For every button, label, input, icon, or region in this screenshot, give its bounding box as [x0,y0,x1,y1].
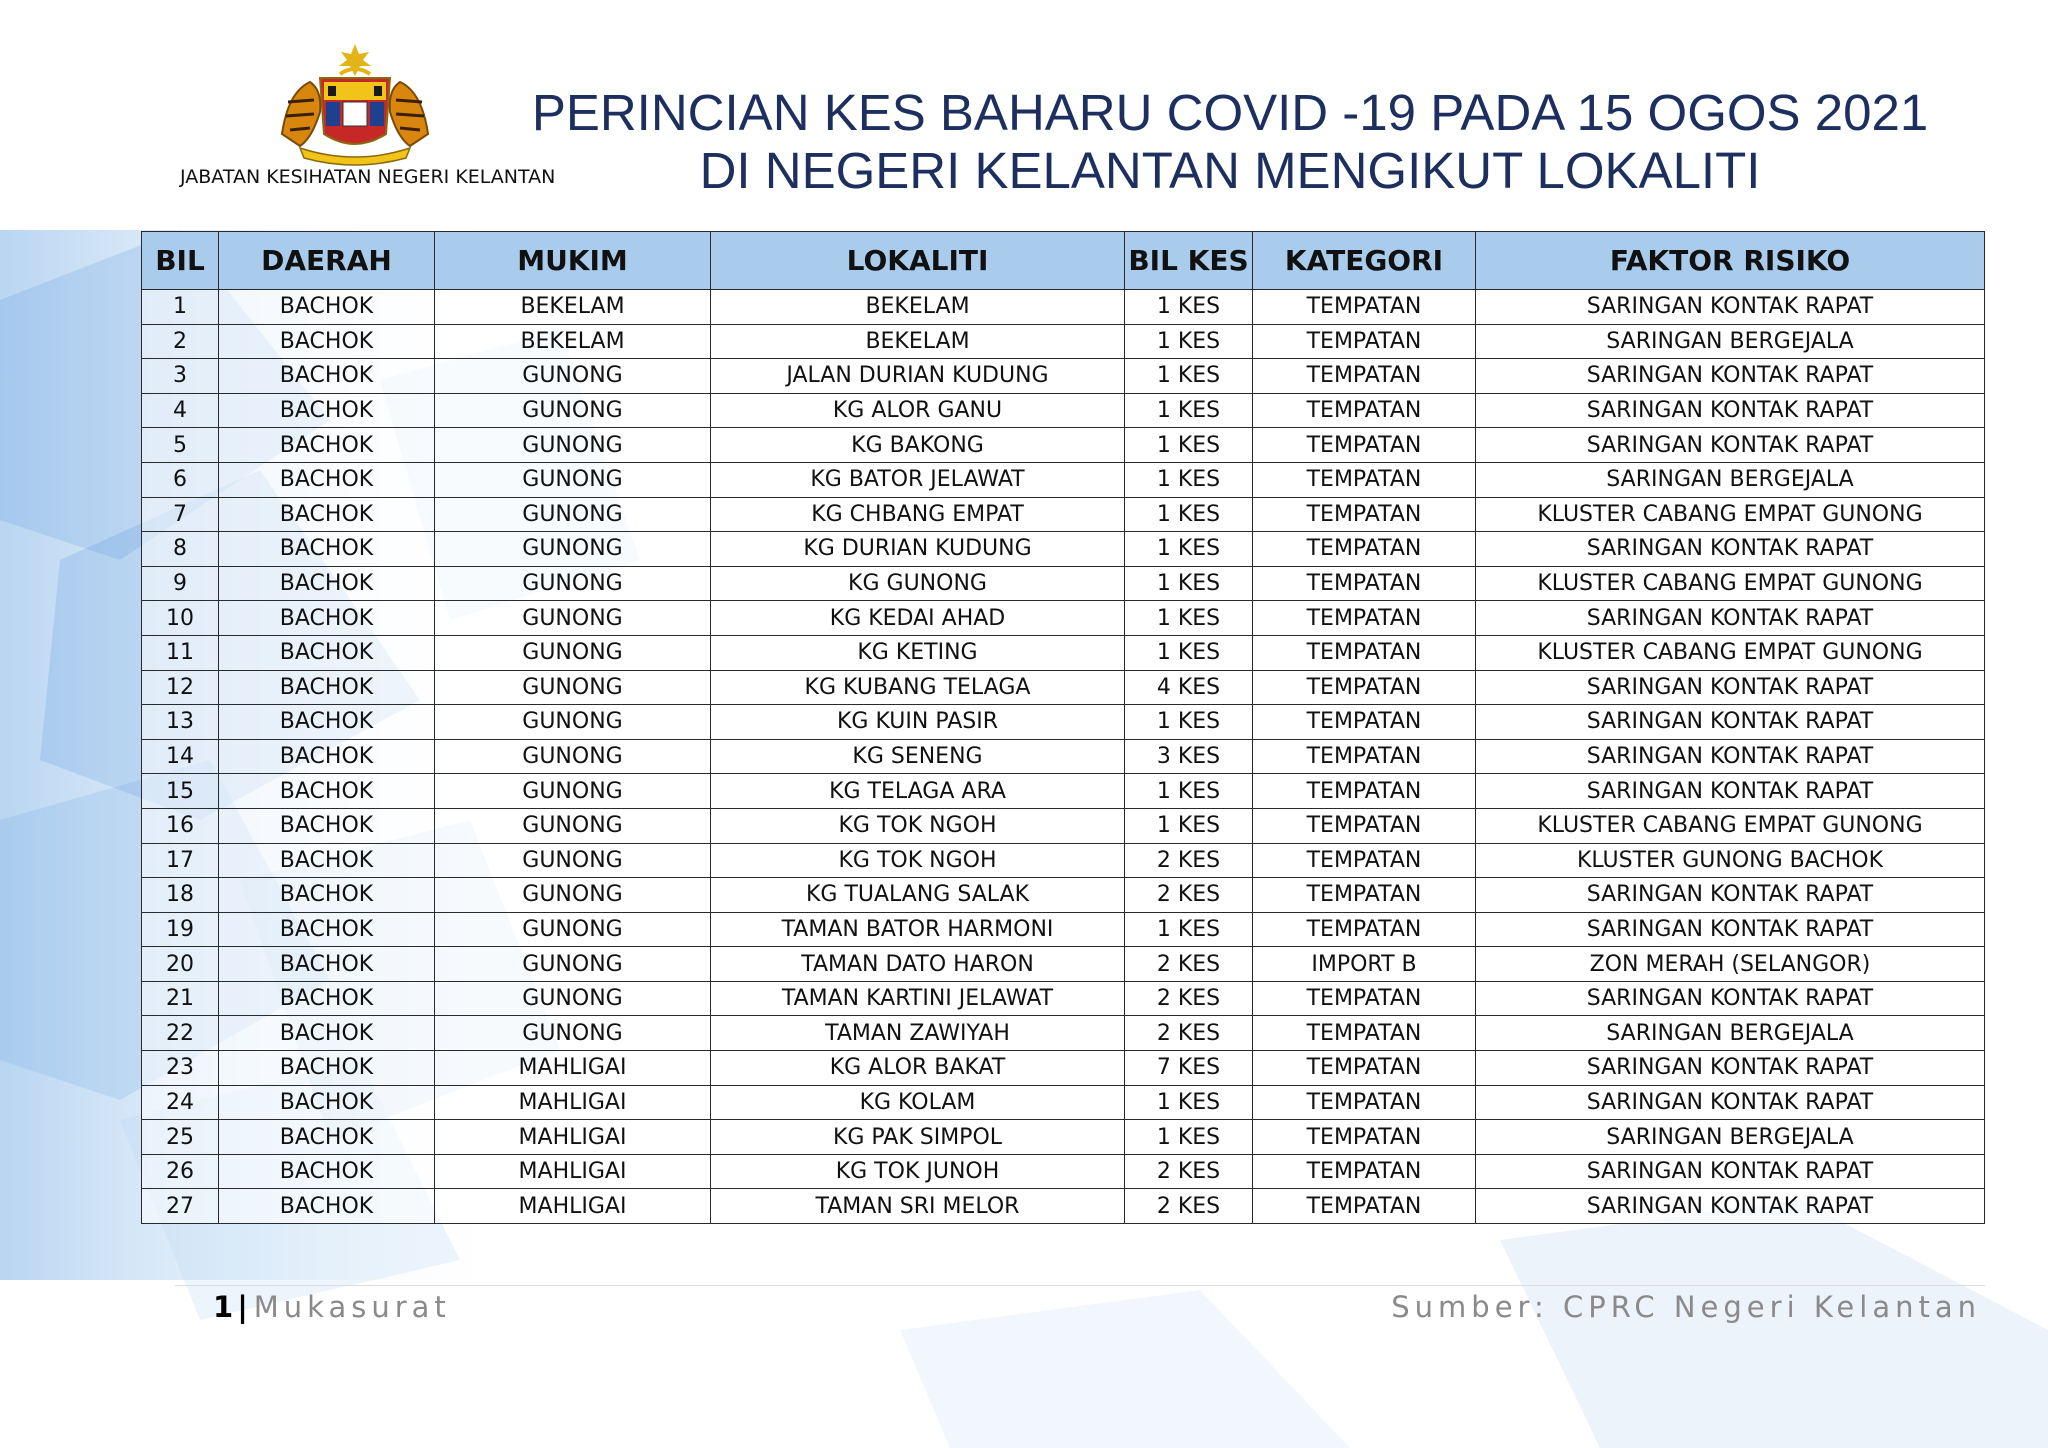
cell-faktor-risiko: KLUSTER CABANG EMPAT GUNONG [1476,497,1985,532]
cell-faktor-risiko: SARINGAN KONTAK RAPAT [1476,532,1985,567]
cell-mukim: GUNONG [435,566,711,601]
cell-faktor-risiko: KLUSTER CABANG EMPAT GUNONG [1476,635,1985,670]
cell-daerah: BACHOK [219,843,435,878]
cell-kategori: TEMPATAN [1253,324,1476,359]
cell-bil-kes: 2 KES [1125,981,1253,1016]
cell-kategori: TEMPATAN [1253,532,1476,567]
cell-lokaliti: TAMAN DATO HARON [711,947,1125,982]
cell-daerah: BACHOK [219,532,435,567]
cell-faktor-risiko: SARINGAN BERGEJALA [1476,462,1985,497]
cell-kategori: TEMPATAN [1253,705,1476,740]
cell-daerah: BACHOK [219,878,435,913]
cell-bil: 12 [142,670,219,705]
cell-bil: 27 [142,1189,219,1224]
cell-mukim: GUNONG [435,808,711,843]
cell-kategori: TEMPATAN [1253,601,1476,636]
cell-kategori: TEMPATAN [1253,359,1476,394]
cell-faktor-risiko: SARINGAN KONTAK RAPAT [1476,290,1985,325]
cell-bil: 24 [142,1085,219,1120]
table-row [142,635,1985,670]
cell-kategori: TEMPATAN [1253,774,1476,809]
cell-kategori: TEMPATAN [1253,843,1476,878]
table-row [142,878,1985,913]
cell-bil-kes: 1 KES [1125,393,1253,428]
cell-bil-kes: 1 KES [1125,497,1253,532]
table-row [142,705,1985,740]
cell-daerah: BACHOK [219,359,435,394]
cell-mukim: GUNONG [435,601,711,636]
cell-mukim: MAHLIGAI [435,1051,711,1086]
cell-kategori: TEMPATAN [1253,566,1476,601]
table-row [142,393,1985,428]
cell-bil: 8 [142,532,219,567]
footer-divider [175,1285,1985,1286]
cell-bil: 21 [142,981,219,1016]
cell-faktor-risiko: SARINGAN KONTAK RAPAT [1476,878,1985,913]
cell-mukim: GUNONG [435,462,711,497]
cell-mukim: BEKELAM [435,324,711,359]
table-row [142,290,1985,325]
cell-bil: 17 [142,843,219,878]
cell-lokaliti: KG SENENG [711,739,1125,774]
page-separator: | [237,1290,248,1324]
cell-bil: 13 [142,705,219,740]
cell-bil-kes: 1 KES [1125,808,1253,843]
cell-lokaliti: BEKELAM [711,290,1125,325]
cell-mukim: GUNONG [435,878,711,913]
table-row [142,497,1985,532]
cell-lokaliti: KG BATOR JELAWAT [711,462,1125,497]
table-row [142,1189,1985,1224]
cell-bil: 22 [142,1016,219,1051]
cell-daerah: BACHOK [219,808,435,843]
table-row [142,1085,1985,1120]
cell-lokaliti: KG TOK NGOH [711,843,1125,878]
cell-faktor-risiko: SARINGAN KONTAK RAPAT [1476,1085,1985,1120]
cell-bil-kes: 1 KES [1125,705,1253,740]
cell-faktor-risiko: SARINGAN BERGEJALA [1476,324,1985,359]
page-title [520,84,1940,200]
cell-lokaliti: KG TOK NGOH [711,808,1125,843]
column-header-daerah: DAERAH [219,232,435,290]
cell-lokaliti: KG ALOR GANU [711,393,1125,428]
cell-mukim: GUNONG [435,635,711,670]
cell-kategori: TEMPATAN [1253,393,1476,428]
cell-kategori: TEMPATAN [1253,808,1476,843]
table-row [142,912,1985,947]
cell-bil-kes: 2 KES [1125,947,1253,982]
cell-faktor-risiko: SARINGAN BERGEJALA [1476,1016,1985,1051]
cell-faktor-risiko: SARINGAN KONTAK RAPAT [1476,1189,1985,1224]
table-row [142,532,1985,567]
cell-faktor-risiko: KLUSTER CABANG EMPAT GUNONG [1476,808,1985,843]
cell-lokaliti: KG PAK SIMPOL [711,1120,1125,1155]
cell-bil-kes: 1 KES [1125,1085,1253,1120]
cell-bil-kes: 2 KES [1125,1016,1253,1051]
cell-daerah: BACHOK [219,739,435,774]
cell-lokaliti: KG KOLAM [711,1085,1125,1120]
cell-bil: 2 [142,324,219,359]
cell-faktor-risiko: ZON MERAH (SELANGOR) [1476,947,1985,982]
cell-kategori: TEMPATAN [1253,1189,1476,1224]
title-line-2: DI NEGERI KELANTAN MENGIKUT LOKALITI [699,142,1761,199]
cell-bil-kes: 2 KES [1125,1154,1253,1189]
cell-mukim: GUNONG [435,428,711,463]
cell-bil: 6 [142,462,219,497]
cell-daerah: BACHOK [219,774,435,809]
cell-mukim: GUNONG [435,843,711,878]
table-body [142,290,1985,1224]
cell-daerah: BACHOK [219,393,435,428]
cell-bil-kes: 1 KES [1125,1120,1253,1155]
cell-mukim: GUNONG [435,774,711,809]
cell-kategori: TEMPATAN [1253,739,1476,774]
cell-daerah: BACHOK [219,497,435,532]
cell-daerah: BACHOK [219,428,435,463]
cell-bil-kes: 4 KES [1125,670,1253,705]
cell-faktor-risiko: SARINGAN KONTAK RAPAT [1476,601,1985,636]
cell-lokaliti: TAMAN KARTINI JELAWAT [711,981,1125,1016]
cell-bil-kes: 1 KES [1125,359,1253,394]
column-header-lokaliti: LOKALITI [711,232,1125,290]
cell-bil-kes: 2 KES [1125,1189,1253,1224]
cell-bil: 7 [142,497,219,532]
cell-bil: 18 [142,878,219,913]
cell-kategori: TEMPATAN [1253,912,1476,947]
cell-bil: 16 [142,808,219,843]
cell-bil-kes: 1 KES [1125,912,1253,947]
cell-faktor-risiko: SARINGAN KONTAK RAPAT [1476,912,1985,947]
cell-bil: 23 [142,1051,219,1086]
cell-daerah: BACHOK [219,1189,435,1224]
page-indicator [213,1290,451,1324]
cell-daerah: BACHOK [219,635,435,670]
cell-mukim: MAHLIGAI [435,1120,711,1155]
cell-daerah: BACHOK [219,324,435,359]
cell-lokaliti: KG ALOR BAKAT [711,1051,1125,1086]
cell-mukim: GUNONG [435,912,711,947]
table-row [142,774,1985,809]
cell-lokaliti: JALAN DURIAN KUDUNG [711,359,1125,394]
cell-lokaliti: KG GUNONG [711,566,1125,601]
cell-lokaliti: KG KEDAI AHAD [711,601,1125,636]
cell-bil-kes: 1 KES [1125,290,1253,325]
cell-daerah: BACHOK [219,705,435,740]
cell-lokaliti: BEKELAM [711,324,1125,359]
source-credit: Sumber: CPRC Negeri Kelantan [1391,1290,1981,1324]
cell-bil: 14 [142,739,219,774]
cell-bil: 19 [142,912,219,947]
cell-lokaliti: KG BAKONG [711,428,1125,463]
cell-faktor-risiko: SARINGAN KONTAK RAPAT [1476,705,1985,740]
cell-kategori: TEMPATAN [1253,878,1476,913]
table-row [142,843,1985,878]
cell-mukim: GUNONG [435,1016,711,1051]
cell-kategori: TEMPATAN [1253,635,1476,670]
cell-bil-kes: 1 KES [1125,601,1253,636]
column-header-mukim: MUKIM [435,232,711,290]
cell-faktor-risiko: SARINGAN KONTAK RAPAT [1476,1051,1985,1086]
cell-faktor-risiko: KLUSTER CABANG EMPAT GUNONG [1476,566,1985,601]
cell-bil: 10 [142,601,219,636]
cell-kategori: TEMPATAN [1253,497,1476,532]
cell-faktor-risiko: KLUSTER GUNONG BACHOK [1476,843,1985,878]
cell-bil-kes: 1 KES [1125,774,1253,809]
table-row [142,324,1985,359]
cell-bil-kes: 1 KES [1125,566,1253,601]
cell-kategori: TEMPATAN [1253,1051,1476,1086]
cell-daerah: BACHOK [219,1016,435,1051]
cell-lokaliti: KG TUALANG SALAK [711,878,1125,913]
cell-daerah: BACHOK [219,462,435,497]
cell-bil: 15 [142,774,219,809]
table-row [142,1051,1985,1086]
cell-bil: 3 [142,359,219,394]
table-row [142,566,1985,601]
cell-kategori: TEMPATAN [1253,1016,1476,1051]
cell-daerah: BACHOK [219,566,435,601]
cell-bil: 20 [142,947,219,982]
cell-kategori: TEMPATAN [1253,1120,1476,1155]
cell-mukim: GUNONG [435,705,711,740]
cell-lokaliti: KG TELAGA ARA [711,774,1125,809]
cell-bil-kes: 7 KES [1125,1051,1253,1086]
cell-kategori: TEMPATAN [1253,290,1476,325]
cell-daerah: BACHOK [219,947,435,982]
cell-bil-kes: 1 KES [1125,532,1253,567]
table-row [142,670,1985,705]
cell-mukim: GUNONG [435,739,711,774]
cell-bil-kes: 1 KES [1125,635,1253,670]
organization-name: JABATAN KESIHATAN NEGERI KELANTAN [180,166,556,188]
table-row [142,808,1985,843]
cell-daerah: BACHOK [219,1051,435,1086]
table-header-row [142,232,1985,290]
malaysia-coat-of-arms-icon [270,42,440,166]
cell-daerah: BACHOK [219,981,435,1016]
column-header-bil: BIL [142,232,219,290]
cell-lokaliti: KG KUIN PASIR [711,705,1125,740]
table-row [142,359,1985,394]
cell-faktor-risiko: SARINGAN BERGEJALA [1476,1120,1985,1155]
cell-daerah: BACHOK [219,1085,435,1120]
cell-daerah: BACHOK [219,290,435,325]
table-row [142,428,1985,463]
cell-kategori: IMPORT B [1253,947,1476,982]
cell-lokaliti: KG CHBANG EMPAT [711,497,1125,532]
cell-faktor-risiko: SARINGAN KONTAK RAPAT [1476,1154,1985,1189]
cell-mukim: GUNONG [435,393,711,428]
cell-daerah: BACHOK [219,1154,435,1189]
cell-lokaliti: TAMAN BATOR HARMONI [711,912,1125,947]
cell-bil: 9 [142,566,219,601]
table-row [142,1120,1985,1155]
cell-bil: 11 [142,635,219,670]
cell-bil: 26 [142,1154,219,1189]
cell-lokaliti: KG TOK JUNOH [711,1154,1125,1189]
cell-daerah: BACHOK [219,912,435,947]
cell-mukim: GUNONG [435,981,711,1016]
table-row [142,739,1985,774]
table-row [142,1154,1985,1189]
column-header-bil-kes: BIL KES [1125,232,1253,290]
cell-daerah: BACHOK [219,670,435,705]
cell-faktor-risiko: SARINGAN KONTAK RAPAT [1476,359,1985,394]
cell-mukim: GUNONG [435,497,711,532]
cell-kategori: TEMPATAN [1253,670,1476,705]
cell-bil: 5 [142,428,219,463]
cases-table [141,231,1985,1224]
cell-kategori: TEMPATAN [1253,1085,1476,1120]
table-row [142,1016,1985,1051]
cell-mukim: BEKELAM [435,290,711,325]
cell-daerah: BACHOK [219,601,435,636]
cell-faktor-risiko: SARINGAN KONTAK RAPAT [1476,774,1985,809]
cell-kategori: TEMPATAN [1253,1154,1476,1189]
cell-lokaliti: TAMAN SRI MELOR [711,1189,1125,1224]
cell-faktor-risiko: SARINGAN KONTAK RAPAT [1476,393,1985,428]
cell-mukim: GUNONG [435,359,711,394]
page-number: 1 [213,1290,234,1324]
cell-mukim: GUNONG [435,947,711,982]
cell-bil-kes: 3 KES [1125,739,1253,774]
table-row [142,981,1985,1016]
cell-bil-kes: 1 KES [1125,462,1253,497]
cell-lokaliti: KG KUBANG TELAGA [711,670,1125,705]
cell-mukim: GUNONG [435,670,711,705]
cell-bil: 1 [142,290,219,325]
column-header-kategori: KATEGORI [1253,232,1476,290]
page-label: Mukasurat [253,1290,451,1324]
cell-bil: 4 [142,393,219,428]
column-header-faktor-risiko: FAKTOR RISIKO [1476,232,1985,290]
cell-faktor-risiko: SARINGAN KONTAK RAPAT [1476,670,1985,705]
cell-lokaliti: KG DURIAN KUDUNG [711,532,1125,567]
cell-mukim: GUNONG [435,532,711,567]
cell-faktor-risiko: SARINGAN KONTAK RAPAT [1476,981,1985,1016]
cell-kategori: TEMPATAN [1253,428,1476,463]
cell-bil-kes: 1 KES [1125,428,1253,463]
cell-mukim: MAHLIGAI [435,1085,711,1120]
cell-bil-kes: 2 KES [1125,878,1253,913]
cell-kategori: TEMPATAN [1253,462,1476,497]
cell-lokaliti: KG KETING [711,635,1125,670]
cell-kategori: TEMPATAN [1253,981,1476,1016]
cell-bil: 25 [142,1120,219,1155]
table-row [142,462,1985,497]
cell-mukim: MAHLIGAI [435,1154,711,1189]
cell-bil-kes: 1 KES [1125,324,1253,359]
cell-mukim: MAHLIGAI [435,1189,711,1224]
table-row [142,947,1985,982]
table-row [142,601,1985,636]
title-line-1: PERINCIAN KES BAHARU COVID -19 PADA 15 OGOS 2021 [531,84,1929,141]
cell-faktor-risiko: SARINGAN KONTAK RAPAT [1476,428,1985,463]
cell-faktor-risiko: SARINGAN KONTAK RAPAT [1476,739,1985,774]
cell-bil-kes: 2 KES [1125,843,1253,878]
cell-lokaliti: TAMAN ZAWIYAH [711,1016,1125,1051]
cell-daerah: BACHOK [219,1120,435,1155]
